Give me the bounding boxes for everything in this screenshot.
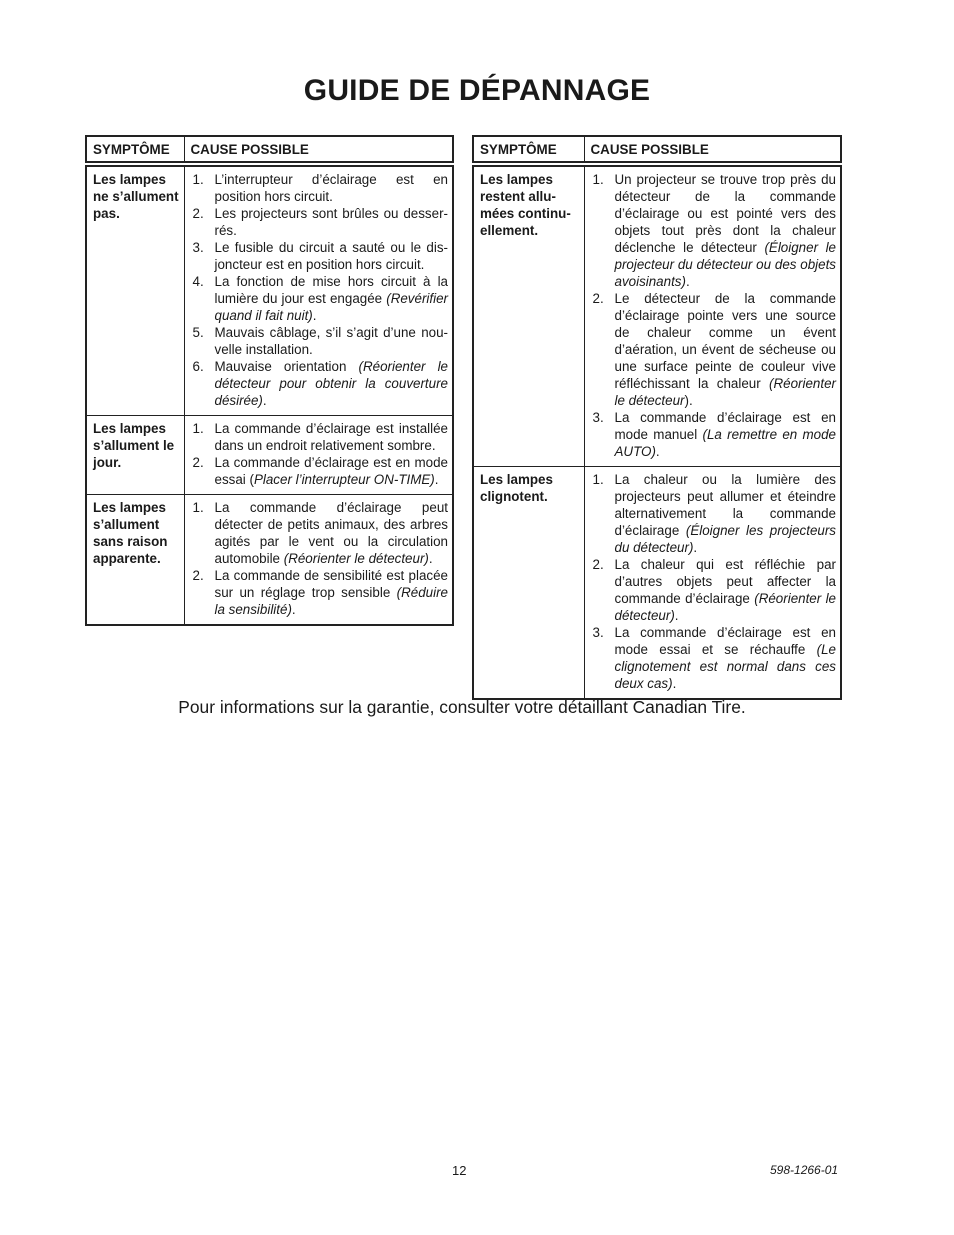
table-row bbox=[473, 164, 841, 467]
cause-item bbox=[191, 567, 449, 618]
cause-remedy-note: (Revérifier quand il fait nuit) bbox=[214, 291, 448, 323]
cause-cell bbox=[184, 416, 453, 495]
page-title: GUIDE DE DÉPANNAGE bbox=[303, 74, 651, 107]
cause-text bbox=[615, 171, 837, 290]
cause-main-text: La commande d’éclairage est en mode essai ( bbox=[214, 455, 448, 487]
cause-list bbox=[191, 420, 449, 488]
cause-tail: . bbox=[672, 676, 677, 691]
cause-item bbox=[591, 624, 837, 692]
cause-remedy-note: (Réduire la sensibilité) bbox=[214, 585, 448, 617]
cause-list bbox=[591, 171, 837, 460]
page-number: 12 bbox=[452, 1163, 467, 1178]
cause-item bbox=[591, 409, 837, 460]
cause-text bbox=[615, 290, 837, 409]
cause-number: 3. bbox=[592, 625, 604, 640]
cause-remedy-note: (Réorienter le détecteur pour obtenir la couverture désirée) bbox=[214, 359, 448, 408]
cause-main-text: La commande de sensibilité est placée sur un réglage trop sensible bbox=[214, 568, 448, 600]
cause-text bbox=[215, 454, 449, 488]
cause-item bbox=[191, 420, 449, 454]
cause-item bbox=[191, 273, 449, 324]
cause-main-text: Un projecteur se trouve trop près du détecteur de la commande d’éclairage ou est pointé vers des objets tout près dont la chaleur déclenche le détecteur bbox=[614, 172, 836, 255]
symptom-cell: Les lampes clignotent. bbox=[473, 467, 584, 700]
symptom-cell: Les lampes ne s’allument pas. bbox=[86, 164, 184, 416]
cause-main-text: La commande d’éclairage est en mode manuel bbox=[614, 410, 836, 442]
cause-list bbox=[191, 171, 449, 409]
cause-number: 4. bbox=[192, 274, 204, 289]
cause-remedy-note: (Réorienter le détecteur) bbox=[614, 591, 836, 623]
cause-text bbox=[215, 358, 449, 409]
cause-item bbox=[191, 239, 449, 273]
header-symptom: SYMPTÔME bbox=[86, 136, 184, 164]
table-row bbox=[86, 164, 453, 416]
cause-remedy-note: (Réorienter le détecteur bbox=[614, 376, 836, 408]
table-row bbox=[473, 467, 841, 700]
cause-tail: . bbox=[291, 602, 296, 617]
cause-item bbox=[191, 358, 449, 409]
cause-item bbox=[591, 471, 837, 556]
cause-remedy-note: Placer l’interrupteur ON-TIME) bbox=[253, 472, 435, 487]
cause-number: 5. bbox=[192, 325, 204, 340]
cause-item bbox=[591, 556, 837, 624]
cause-number: 1. bbox=[592, 172, 604, 187]
table-row bbox=[86, 495, 453, 626]
cause-number: 6. bbox=[192, 359, 204, 374]
cause-main-text: Mauvaise orientation bbox=[214, 359, 359, 374]
troubleshooting-table-left bbox=[85, 135, 454, 626]
cause-number: 2. bbox=[192, 455, 204, 470]
cause-cell bbox=[584, 164, 841, 467]
cause-cell bbox=[584, 467, 841, 700]
cause-number: 3. bbox=[592, 410, 604, 425]
cause-tail: ). bbox=[684, 393, 693, 408]
cause-text bbox=[615, 624, 837, 692]
cause-text bbox=[215, 205, 449, 239]
cause-item bbox=[191, 171, 449, 205]
cause-main-text: Mauvais câblage, s’il s’agit d’une nou-velle installation. bbox=[214, 325, 448, 357]
symptom-cell: Les lampes s’allument sans raison apparente. bbox=[86, 495, 184, 626]
cause-item bbox=[191, 205, 449, 239]
cause-tail: . bbox=[434, 472, 439, 487]
cause-main-text: Le fusible du circuit a sauté ou le dis-joncteur est en position hors circuit. bbox=[214, 240, 448, 272]
cause-tail: . bbox=[693, 540, 698, 555]
cause-cell bbox=[184, 495, 453, 626]
cause-remedy-note: (Réorienter le détecteur) bbox=[283, 551, 429, 566]
cause-item bbox=[591, 171, 837, 290]
cause-main-text: La chaleur ou la lumière des projecteurs peut allumer et éteindre alternativement la commande d’éclairage bbox=[614, 472, 836, 538]
header-symptom: SYMPTÔME bbox=[473, 136, 584, 164]
cause-text bbox=[215, 420, 449, 454]
cause-tail: . bbox=[312, 308, 317, 323]
cause-tail: . bbox=[428, 551, 433, 566]
cause-text bbox=[215, 239, 449, 273]
troubleshooting-table-right bbox=[472, 135, 842, 700]
table-row bbox=[86, 416, 453, 495]
cause-text bbox=[215, 324, 449, 358]
cause-main-text: La commande d’éclairage est installée dans un endroit relativement sombre. bbox=[214, 421, 448, 453]
cause-text bbox=[615, 556, 837, 624]
cause-number: 2. bbox=[592, 291, 604, 306]
cause-number: 2. bbox=[192, 206, 204, 221]
cause-tail: . bbox=[685, 274, 690, 289]
cause-item bbox=[591, 290, 837, 409]
symptom-cell: Les lampes restent allu-mées continu-ellement. bbox=[473, 164, 584, 467]
cause-main-text: La commande d’éclairage peut détecter de petits animaux, des arbres agités par le vent ou la circulation automobile bbox=[214, 500, 448, 566]
cause-main-text: Le détecteur de la commande d’éclairage pointe vers une source de chaleur comme un évent d’aération, un évent de sécheuse ou une surface peinte de couleur vive réfléchissant la chaleur bbox=[614, 291, 836, 391]
cause-list bbox=[191, 499, 449, 618]
cause-item bbox=[191, 324, 449, 358]
cause-cell bbox=[184, 164, 453, 416]
cause-number: 1. bbox=[192, 500, 204, 515]
document-number: 598-1266-01 bbox=[770, 1163, 839, 1177]
cause-main-text: L’interrupteur d’éclairage est en position hors circuit. bbox=[214, 172, 448, 204]
cause-tail: . bbox=[262, 393, 267, 408]
cause-remedy-note: (Le clignotement est normal dans ces deux cas) bbox=[614, 642, 836, 691]
cause-list bbox=[591, 471, 837, 692]
cause-number: 1. bbox=[192, 172, 204, 187]
warranty-note: Pour informations sur la garantie, consulter votre détaillant Canadian Tire. bbox=[178, 697, 746, 717]
cause-number: 2. bbox=[592, 557, 604, 572]
cause-remedy-note: (Éloigner le projecteur du détecteur ou des objets avoisinants) bbox=[614, 240, 836, 289]
cause-text bbox=[215, 171, 449, 205]
cause-main-text: La fonction de mise hors circuit à la lumière du jour est engagée bbox=[214, 274, 448, 306]
cause-number: 3. bbox=[192, 240, 204, 255]
cause-tail: . bbox=[655, 444, 660, 459]
symptom-cell: Les lampes s’allument le jour. bbox=[86, 416, 184, 495]
cause-number: 1. bbox=[192, 421, 204, 436]
header-cause: CAUSE POSSIBLE bbox=[184, 136, 453, 164]
cause-text bbox=[215, 273, 449, 324]
cause-remedy-note: (La remettre en mode AUTO) bbox=[614, 427, 837, 459]
cause-item bbox=[191, 454, 449, 488]
header-cause: CAUSE POSSIBLE bbox=[584, 136, 841, 164]
cause-main-text: Les projecteurs sont brûles ou desser-rés. bbox=[214, 206, 448, 238]
cause-number: 1. bbox=[592, 472, 604, 487]
cause-main-text: La chaleur qui est réfléchie par d’autres objets peut affecter la commande d’éclairage bbox=[614, 557, 836, 606]
cause-text bbox=[615, 409, 837, 460]
cause-main-text: La commande d’éclairage est en mode essai et se réchauffe bbox=[614, 625, 836, 657]
cause-text bbox=[615, 471, 837, 556]
cause-tail: . bbox=[674, 608, 679, 623]
cause-text bbox=[215, 499, 449, 567]
cause-item bbox=[191, 499, 449, 567]
cause-number: 2. bbox=[192, 568, 204, 583]
cause-text bbox=[215, 567, 449, 618]
cause-remedy-note: (Éloigner les projecteurs du détecteur) bbox=[614, 523, 836, 555]
